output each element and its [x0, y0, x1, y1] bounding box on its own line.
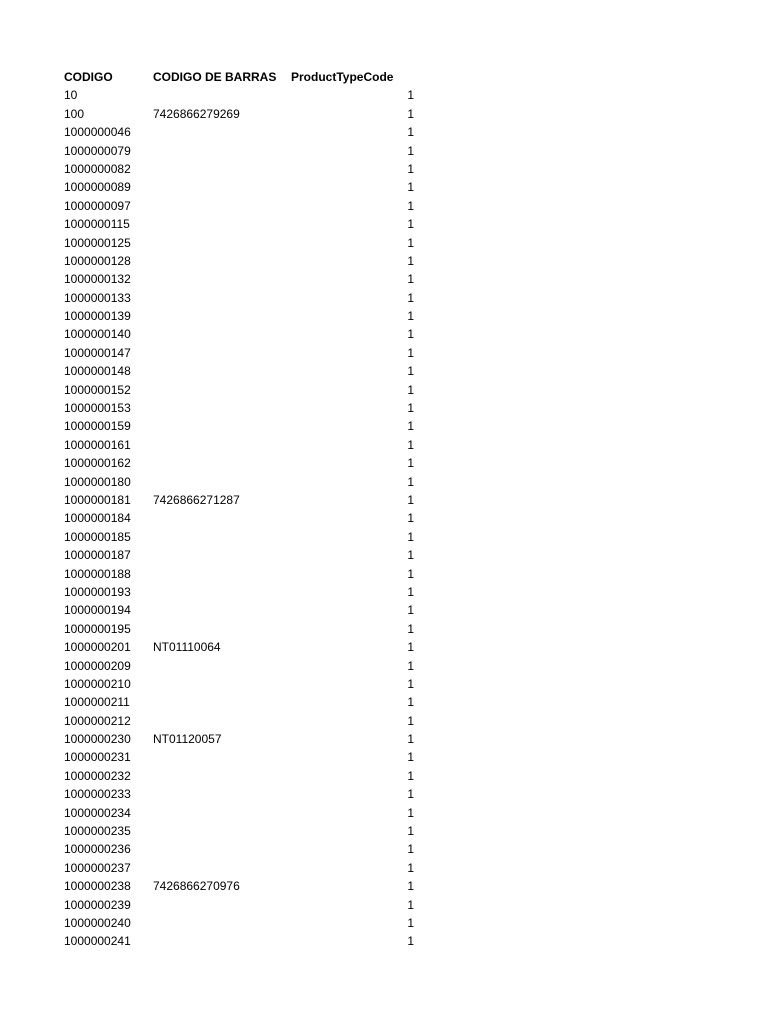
cell-codigo-de-barras: 7426866279269 [153, 106, 240, 121]
table-row [64, 638, 424, 656]
cell-product-type-code: 1 [407, 290, 414, 305]
cell-codigo-de-barras [153, 748, 291, 766]
cell-product-type-code: 1 [407, 915, 414, 930]
cell-codigo: 1000000237 [64, 860, 131, 875]
cell-codigo: 1000000161 [64, 437, 131, 452]
table-header [64, 68, 424, 86]
cell-codigo: 1000000153 [64, 401, 131, 416]
cell-codigo-de-barras [153, 215, 291, 233]
cell-codigo-de-barras [153, 767, 291, 785]
cell-codigo-de-barras [153, 583, 291, 601]
cell-codigo-de-barras [153, 399, 291, 417]
cell-product-type-code: 1 [407, 621, 414, 636]
cell-product-type-code: 1 [407, 879, 414, 894]
cell-product-type-code: 1 [407, 474, 414, 489]
table-row [64, 86, 424, 104]
cell-product-type-code: 1 [407, 860, 414, 875]
cell-codigo: 1000000210 [64, 676, 131, 691]
cell-codigo-de-barras: 7426866270976 [153, 879, 240, 894]
cell-product-type-code: 1 [407, 805, 414, 820]
cell-product-type-code: 1 [407, 658, 414, 673]
table-row [64, 657, 424, 675]
cell-product-type-code: 1 [407, 309, 414, 324]
cell-codigo-de-barras [153, 473, 291, 491]
cell-codigo: 1000000212 [64, 713, 131, 728]
table-row [64, 804, 424, 822]
cell-codigo-de-barras [153, 565, 291, 583]
cell-codigo: 1000000140 [64, 327, 131, 342]
header-product-type-code: ProductTypeCode [291, 70, 394, 84]
table-row [64, 896, 424, 914]
cell-product-type-code: 1 [407, 272, 414, 287]
cell-product-type-code: 1 [407, 934, 414, 949]
cell-product-type-code: 1 [407, 143, 414, 158]
cell-codigo: 1000000133 [64, 290, 131, 305]
cell-codigo: 100 [64, 106, 85, 121]
cell-codigo: 1000000046 [64, 125, 131, 140]
table-row [64, 730, 424, 748]
cell-product-type-code: 1 [407, 345, 414, 360]
cell-codigo: 1000000239 [64, 897, 131, 912]
header-codigo-de-barras: CODIGO DE BARRAS [153, 70, 277, 84]
table-row [64, 105, 424, 123]
table-row [64, 142, 424, 160]
table-row [64, 289, 424, 307]
table-row [64, 693, 424, 711]
cell-product-type-code: 1 [407, 566, 414, 581]
cell-codigo: 1000000082 [64, 161, 131, 176]
cell-product-type-code: 1 [407, 198, 414, 213]
table-row [64, 528, 424, 546]
cell-codigo: 1000000089 [64, 180, 131, 195]
cell-codigo-de-barras [153, 178, 291, 196]
cell-codigo-de-barras [153, 234, 291, 252]
cell-codigo-de-barras [153, 252, 291, 270]
cell-product-type-code: 1 [407, 603, 414, 618]
table-row [64, 252, 424, 270]
table-row [64, 620, 424, 638]
cell-codigo: 1000000185 [64, 529, 131, 544]
cell-codigo-de-barras: NT01120057 [153, 732, 222, 747]
cell-codigo: 1000000230 [64, 732, 131, 747]
cell-product-type-code: 1 [407, 235, 414, 250]
table-row [64, 215, 424, 233]
cell-codigo-de-barras [153, 289, 291, 307]
cell-codigo-de-barras: NT01110064 [153, 640, 221, 655]
cell-product-type-code: 1 [407, 419, 414, 434]
cell-product-type-code: 1 [407, 713, 414, 728]
cell-codigo: 1000000162 [64, 456, 131, 471]
table-row [64, 362, 424, 380]
cell-codigo: 1000000240 [64, 915, 131, 930]
cell-product-type-code: 1 [407, 897, 414, 912]
table-row [64, 601, 424, 619]
cell-codigo: 1000000159 [64, 419, 131, 434]
cell-codigo: 1000000181 [64, 492, 131, 507]
table-row [64, 307, 424, 325]
table-row [64, 491, 424, 509]
cell-product-type-code: 1 [407, 492, 414, 507]
table-row [64, 234, 424, 252]
table-row [64, 473, 424, 491]
table-row [64, 160, 424, 178]
table-row [64, 509, 424, 527]
cell-product-type-code: 1 [407, 787, 414, 802]
cell-codigo: 1000000125 [64, 235, 131, 250]
cell-codigo-de-barras [153, 859, 291, 877]
cell-codigo: 1000000097 [64, 198, 131, 213]
cell-codigo: 1000000079 [64, 143, 131, 158]
table-row [64, 197, 424, 215]
cell-codigo: 1000000235 [64, 824, 131, 839]
table-row [64, 914, 424, 932]
cell-codigo-de-barras: 7426866271287 [153, 492, 240, 507]
table-row [64, 454, 424, 472]
cell-codigo-de-barras [153, 509, 291, 527]
table-row [64, 123, 424, 141]
table-row [64, 344, 424, 362]
cell-codigo: 1000000147 [64, 345, 131, 360]
cell-product-type-code: 1 [407, 529, 414, 544]
cell-codigo: 1000000209 [64, 658, 131, 673]
cell-product-type-code: 1 [407, 732, 414, 747]
table-row [64, 325, 424, 343]
cell-product-type-code: 1 [407, 676, 414, 691]
table-row [64, 565, 424, 583]
table-body [64, 86, 424, 950]
cell-product-type-code: 1 [407, 125, 414, 140]
table-row [64, 675, 424, 693]
table-row [64, 877, 424, 895]
cell-codigo: 1000000211 [64, 695, 130, 710]
cell-codigo: 1000000241 [64, 934, 131, 949]
cell-codigo-de-barras [153, 270, 291, 288]
cell-product-type-code: 1 [407, 456, 414, 471]
cell-codigo: 1000000236 [64, 842, 131, 857]
table-row [64, 767, 424, 785]
table-row [64, 822, 424, 840]
table-row [64, 178, 424, 196]
table-row [64, 712, 424, 730]
cell-codigo: 1000000234 [64, 805, 131, 820]
cell-codigo: 1000000132 [64, 272, 131, 287]
cell-codigo-de-barras [153, 601, 291, 619]
cell-product-type-code: 1 [407, 768, 414, 783]
cell-codigo-de-barras [153, 896, 291, 914]
cell-codigo-de-barras [153, 822, 291, 840]
cell-codigo-de-barras [153, 528, 291, 546]
cell-product-type-code: 1 [407, 511, 414, 526]
cell-codigo-de-barras [153, 546, 291, 564]
cell-product-type-code: 1 [407, 88, 414, 103]
cell-product-type-code: 1 [407, 640, 414, 655]
cell-codigo-de-barras [153, 657, 291, 675]
cell-product-type-code: 1 [407, 695, 414, 710]
cell-product-type-code: 1 [407, 401, 414, 416]
cell-codigo-de-barras [153, 785, 291, 803]
table-row [64, 785, 424, 803]
cell-codigo-de-barras [153, 620, 291, 638]
cell-product-type-code: 1 [407, 327, 414, 342]
cell-codigo: 1000000232 [64, 768, 131, 783]
cell-product-type-code: 1 [407, 548, 414, 563]
table-row [64, 436, 424, 454]
cell-codigo: 1000000148 [64, 364, 131, 379]
cell-codigo-de-barras [153, 344, 291, 362]
cell-codigo-de-barras [153, 840, 291, 858]
cell-product-type-code: 1 [407, 161, 414, 176]
cell-codigo-de-barras [153, 123, 291, 141]
table-row [64, 417, 424, 435]
table-row [64, 748, 424, 766]
cell-codigo-de-barras [153, 914, 291, 932]
cell-product-type-code: 1 [407, 382, 414, 397]
cell-product-type-code: 1 [407, 106, 414, 121]
cell-product-type-code: 1 [407, 217, 414, 232]
cell-codigo-de-barras [153, 417, 291, 435]
cell-product-type-code: 1 [407, 253, 414, 268]
product-table [64, 68, 424, 951]
table-row [64, 546, 424, 564]
cell-codigo-de-barras [153, 804, 291, 822]
cell-codigo: 10 [64, 88, 78, 103]
cell-product-type-code: 1 [407, 584, 414, 599]
cell-product-type-code: 1 [407, 180, 414, 195]
cell-codigo-de-barras [153, 381, 291, 399]
cell-codigo-de-barras [153, 454, 291, 472]
cell-codigo: 1000000194 [64, 603, 131, 618]
cell-product-type-code: 1 [407, 824, 414, 839]
cell-codigo: 1000000195 [64, 621, 131, 636]
cell-codigo: 1000000238 [64, 879, 131, 894]
cell-codigo: 1000000128 [64, 253, 131, 268]
cell-codigo: 1000000231 [64, 750, 131, 765]
cell-codigo: 1000000193 [64, 584, 131, 599]
cell-codigo: 1000000139 [64, 309, 131, 324]
cell-codigo: 1000000188 [64, 566, 131, 581]
table-row [64, 932, 424, 950]
cell-codigo: 1000000201 [64, 640, 131, 655]
cell-product-type-code: 1 [407, 842, 414, 857]
cell-codigo: 1000000187 [64, 548, 131, 563]
cell-codigo-de-barras [153, 86, 291, 104]
cell-codigo-de-barras [153, 142, 291, 160]
cell-codigo: 1000000184 [64, 511, 131, 526]
cell-codigo: 1000000115 [64, 217, 130, 232]
cell-codigo-de-barras [153, 160, 291, 178]
cell-codigo-de-barras [153, 197, 291, 215]
cell-codigo: 1000000180 [64, 474, 131, 489]
cell-codigo-de-barras [153, 362, 291, 380]
cell-product-type-code: 1 [407, 750, 414, 765]
cell-codigo-de-barras [153, 307, 291, 325]
cell-codigo-de-barras [153, 932, 291, 950]
cell-codigo: 1000000152 [64, 382, 131, 397]
table-row [64, 840, 424, 858]
cell-product-type-code: 1 [407, 437, 414, 452]
table-row [64, 583, 424, 601]
cell-codigo-de-barras [153, 436, 291, 454]
cell-codigo-de-barras [153, 712, 291, 730]
table-row [64, 381, 424, 399]
cell-codigo: 1000000233 [64, 787, 131, 802]
table-row [64, 270, 424, 288]
cell-codigo-de-barras [153, 693, 291, 711]
cell-product-type-code: 1 [407, 364, 414, 379]
table-row [64, 859, 424, 877]
header-codigo: CODIGO [64, 70, 113, 84]
cell-codigo-de-barras [153, 325, 291, 343]
table-row [64, 399, 424, 417]
cell-codigo-de-barras [153, 675, 291, 693]
